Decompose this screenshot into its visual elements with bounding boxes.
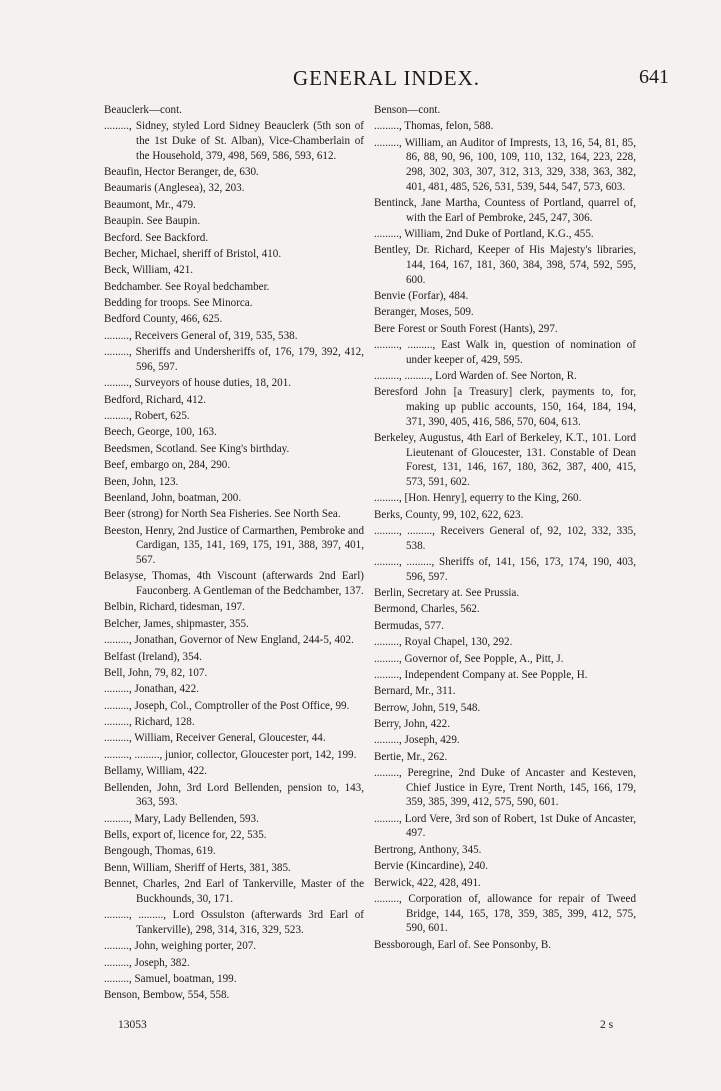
index-entry: Beaumaris (Anglesea), 32, 203.: [104, 182, 245, 195]
index-entry: Beech, George, 100, 163.: [104, 426, 217, 439]
index-entry: ........., ........., Sheriffs of, 141, 156, 173, 174, 190, 403, 596, 597.: [374, 555, 636, 583]
index-entry: Bervie (Kincardine), 240.: [374, 860, 488, 873]
index-entry: Beranger, Moses, 509.: [374, 306, 474, 319]
index-entry: ........., ........., East Walk in, question of nomination of under keeper of, 429, 595.: [374, 339, 636, 366]
index-entry: Bedford, Richard, 412.: [104, 393, 206, 406]
index-entry: Beedsmen, Scotland. See King's birthday.: [104, 442, 290, 455]
index-entry: ........., Jonathan, 422.: [104, 683, 199, 696]
index-entry: ........., Robert, 625.: [104, 410, 190, 423]
index-entry: Been, John, 123.: [104, 475, 179, 488]
index-entry: ........., William, an Auditor of Imprests, 13, 16, 54, 81, 85, 86, 88, 90, 96, 100, 109, 110, 132, 164, 223, 228, 298, 302, 303, 307, 312, 313, 329, 338, 363, 382, 401, 481, 485, 526, 531, 539, 544, 547, 573, 603.: [374, 136, 636, 193]
index-column-left: [104, 103, 364, 1005]
index-entry: ........., Royal Chapel, 130, 292.: [374, 636, 513, 649]
index-entry: ........., ........., Lord Warden of. See Norton, R.: [374, 370, 577, 383]
index-entry: ........., Samuel, boatman, 199.: [104, 972, 237, 985]
index-entry: Belfast (Ireland), 354.: [104, 650, 202, 663]
index-entry: ........., John, weighing porter, 207.: [104, 940, 257, 953]
index-entry: Bertrong, Anthony, 345.: [374, 843, 482, 856]
index-entry: Benson—cont.: [374, 104, 441, 116]
index-entry: Beaupin. See Baupin.: [104, 215, 201, 228]
index-entry: Bertie, Mr., 262.: [374, 750, 448, 763]
index-entry: ........., William, 2nd Duke of Portland, K.G., 455.: [374, 227, 594, 240]
page-number: 641: [639, 66, 669, 88]
index-entry: Berks, County, 99, 102, 622, 623.: [374, 508, 524, 521]
index-entry: ........., [Hon. Henry], equerry to the King, 260.: [374, 492, 582, 505]
index-entry: Bengough, Thomas, 619.: [104, 845, 216, 858]
index-entry: Belasyse, Thomas, 4th Viscount (afterwards 2nd Earl) Fauconberg. A Gentleman of the Bedchamber, 137.: [104, 570, 364, 597]
index-entry: Bermudas, 577.: [374, 619, 444, 632]
index-entry: Benn, William, Sheriff of Herts, 381, 385.: [104, 861, 291, 874]
index-entry: ........., Corporation of, allowance for repair of Tweed Bridge, 144, 165, 178, 359, 385, 399, 412, 575, 590, 601.: [374, 892, 636, 935]
index-entry: ........., Independent Company at. See Popple, H.: [374, 668, 588, 681]
index-entry: Berrow, John, 519, 548.: [374, 701, 481, 714]
index-entry: Bernard, Mr., 311.: [374, 685, 456, 698]
index-entry: Beaumont, Mr., 479.: [104, 198, 196, 211]
index-entry: ........., Receivers General of, 319, 535, 538.: [104, 329, 298, 342]
index-entry: Bennet, Charles, 2nd Earl of Tankerville, Master of the Buckhounds, 30, 171.: [104, 878, 364, 905]
index-entry: ........., Joseph, Col., Comptroller of the Post Office, 99.: [104, 699, 350, 712]
index-column-right: [374, 103, 636, 954]
index-entry: Bentley, Dr. Richard, Keeper of His Majesty's libraries, 144, 164, 167, 181, 360, 384, 398, 574, 592, 595, 600.: [374, 244, 636, 286]
index-entry: Bessborough, Earl of. See Ponsonby, B.: [374, 938, 552, 951]
index-entry: Bellamy, William, 422.: [104, 765, 208, 778]
index-entry: ........., Richard, 128.: [104, 716, 195, 729]
index-entry: Berry, John, 422.: [374, 718, 451, 731]
index-entry: Beck, William, 421.: [104, 264, 194, 277]
index-entry: Bells, export of, licence for, 22, 535.: [104, 829, 267, 841]
index-entry: Berkeley, Augustus, 4th Earl of Berkeley, K.T., 101. Lord Lieutenant of Gloucester, 131. Constable of Dean Forest, 131, 146, 167, 180, 362, 387, 400, 415, 573, 591, 602.: [374, 432, 636, 488]
index-entry: ........., Mary, Lady Bellenden, 593.: [104, 812, 259, 825]
index-entry: Bere Forest or South Forest (Hants), 297.: [374, 322, 558, 335]
index-entry: Bermond, Charles, 562.: [374, 603, 480, 616]
index-entry: ........., Joseph, 382.: [104, 956, 190, 969]
index-entry: Belbin, Richard, tidesman, 197.: [104, 601, 245, 614]
index-entry: ........., Sidney, styled Lord Sidney Beauclerk (5th son of the 1st Duke of St. Alban), Vice-Chamberlain of the Household, 379, 498, 569, 586, 593, 612.: [104, 120, 364, 162]
signature-mark: 13053: [118, 1019, 147, 1031]
index-entry: ........., ........., junior, collector, Gloucester port, 142, 199.: [104, 748, 357, 761]
index-entry: Beenland, John, boatman, 200.: [104, 491, 242, 504]
index-entry: Becford. See Backford.: [104, 231, 209, 244]
index-entry: ........., William, Receiver General, Gloucester, 44.: [104, 732, 326, 745]
index-entry: Belcher, James, shipmaster, 355.: [104, 617, 249, 630]
index-entry: ........., ........., Lord Ossulston (afterwards 3rd Earl of Tankerville), 298, 314, 316, 329, 523.: [104, 909, 364, 936]
index-entry: Bell, John, 79, 82, 107.: [104, 666, 208, 679]
index-entry: ........., Governor of, See Popple, A., Pitt, J.: [374, 652, 564, 665]
index-entry: ........., ........., Receivers General of, 92, 102, 332, 335, 538.: [374, 524, 636, 552]
sheet-mark: 2 s: [600, 1019, 614, 1031]
index-entry: Benvie (Forfar), 484.: [374, 289, 469, 302]
index-entry: ........., Sheriffs and Undersheriffs of, 176, 179, 392, 412, 596, 597.: [104, 346, 364, 373]
page-title: GENERAL INDEX.: [292, 66, 481, 90]
index-entry: Beauclerk—cont.: [104, 104, 182, 116]
index-entry: Beef, embargo on, 284, 290.: [104, 459, 231, 472]
running-head: [104, 66, 669, 90]
index-entry: ........., Surveyors of house duties, 18, 201.: [104, 377, 292, 390]
index-entry: Beresford John [a Treasury] clerk, payments to, for, making up public accounts, 150, 164, 184, 194, 371, 390, 405, 416, 586, 570, 604, 613.: [374, 386, 636, 428]
index-entry: Beeston, Henry, 2nd Justice of Carmarthen, Pembroke and Cardigan, 135, 141, 169, 175, 191, 388, 397, 401, 567.: [104, 524, 364, 566]
index-entry: Bedchamber. See Royal bedchamber.: [104, 280, 270, 293]
index-entry: Becher, Michael, sheriff of Bristol, 410.: [104, 247, 282, 260]
index-entry: ........., Lord Vere, 3rd son of Robert, 1st Duke of Ancaster, 497.: [374, 812, 636, 840]
index-entry: Bellenden, John, 3rd Lord Bellenden, pension to, 143, 363, 593.: [104, 781, 364, 809]
index-entry: ........., Joseph, 429.: [374, 734, 460, 747]
index-entry: ........., Peregrine, 2nd Duke of Ancaster and Kesteven, Chief Justice in Eyre, Trent North, 145, 166, 179, 359, 385, 399, 412, 575, 590, 601.: [374, 767, 636, 809]
index-entry: Benson, Bembow, 554, 558.: [104, 989, 230, 1002]
index-entry: Bedford County, 466, 625.: [104, 313, 223, 326]
index-entry: Beer (strong) for North Sea Fisheries. See North Sea.: [104, 508, 341, 521]
index-entry: Bentinck, Jane Martha, Countess of Portland, quarrel of, with the Earl of Pembroke, 245, 247, 306.: [374, 196, 636, 224]
index-entry: Bedding for troops. See Minorca.: [104, 297, 253, 310]
index-entry: ........., Thomas, felon, 588.: [374, 120, 494, 133]
index-entry: Beaufin, Hector Beranger, de, 630.: [104, 165, 259, 178]
index-entry: Berlin, Secretary at. See Prussia.: [374, 586, 520, 599]
index-entry: Berwick, 422, 428, 491.: [374, 876, 481, 889]
index-entry: ........., Jonathan, Governor of New England, 244-5, 402.: [104, 634, 354, 647]
